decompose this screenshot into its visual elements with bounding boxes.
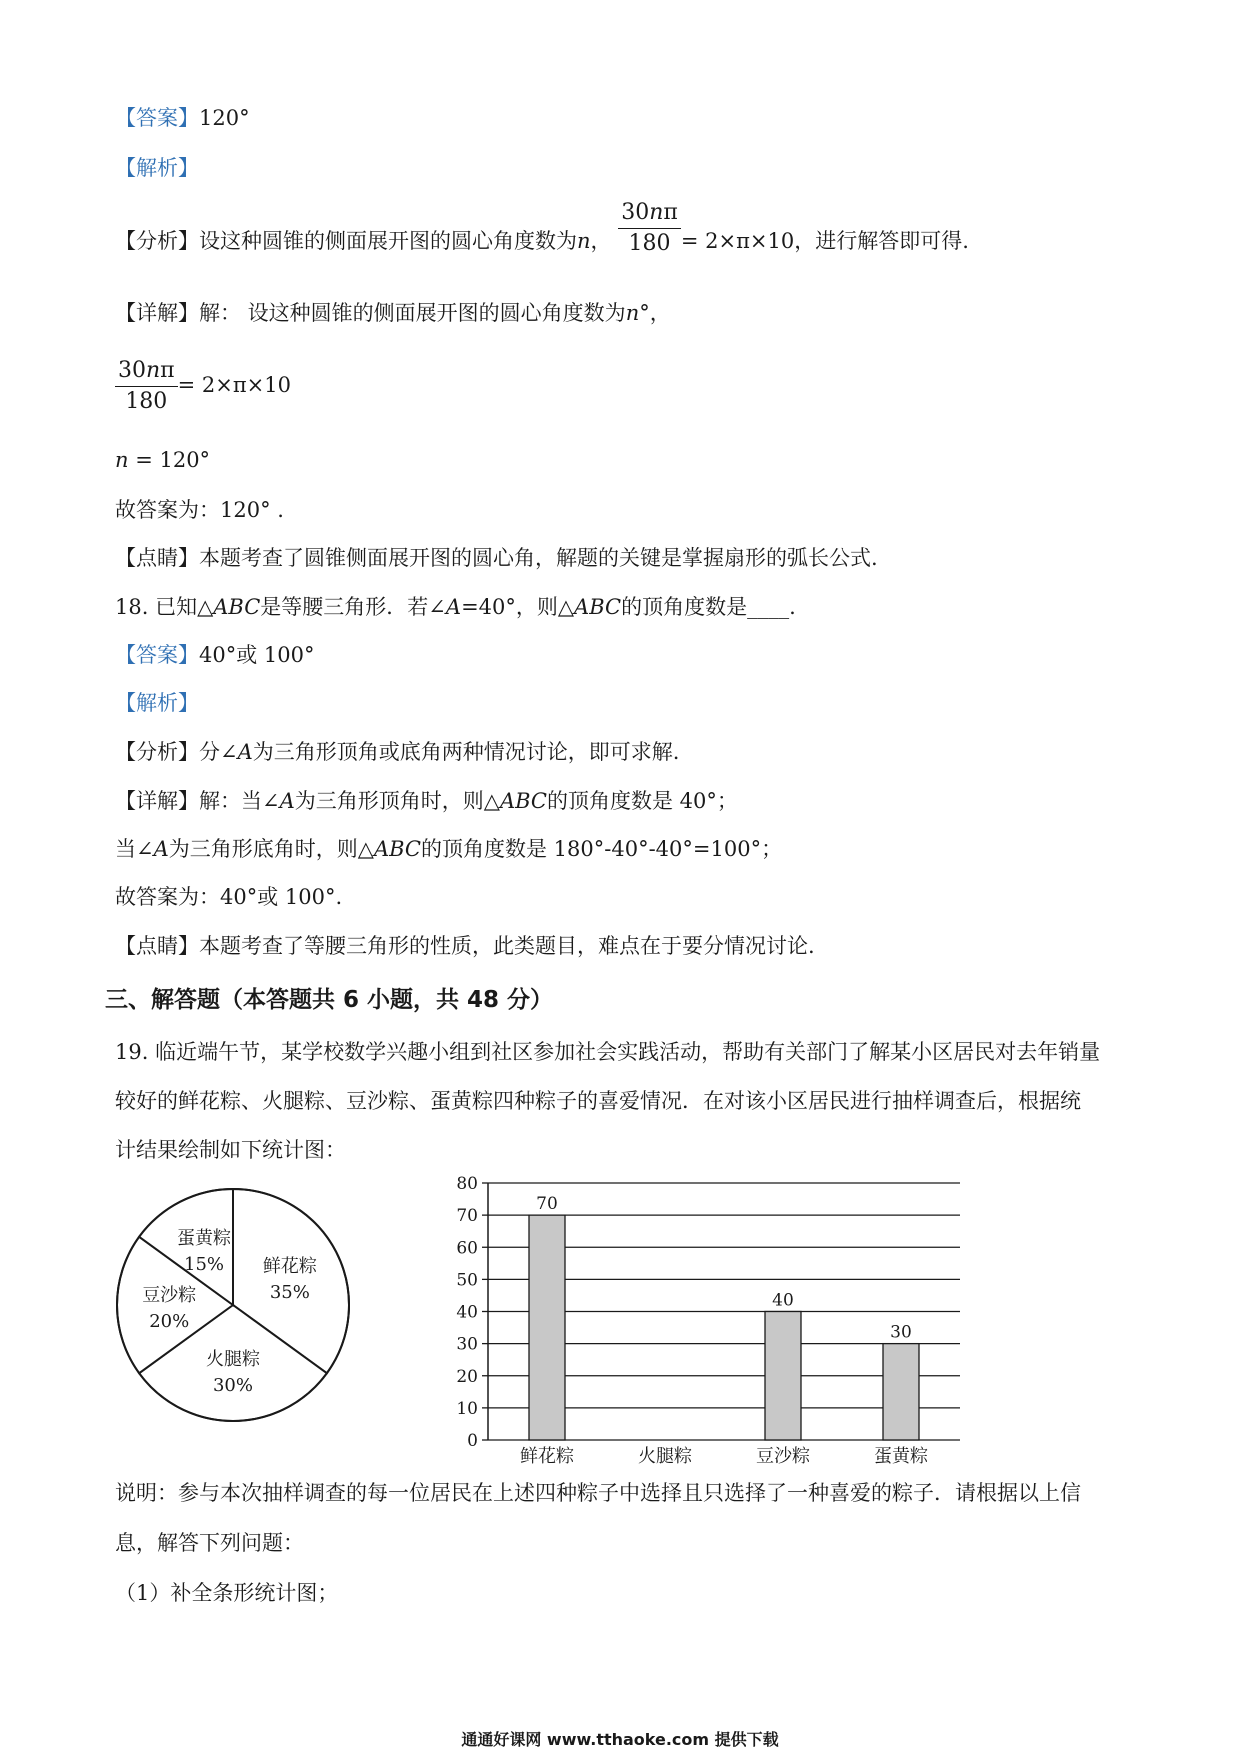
analysis-tag: 【解析】: [115, 156, 199, 180]
q18-xj2-part2: 为三角形底角时，则△: [168, 837, 374, 861]
q18-dianjing-text: 本题考查了等腰三角形的性质，此类题目，难点在于要分情况讨论.: [199, 934, 815, 958]
q17-equation-line: [115, 356, 291, 417]
eq-num-b: π: [160, 358, 175, 383]
eq-num-a: 30: [118, 358, 146, 383]
equation-fraction: [115, 356, 178, 417]
q18-answer-tag: 【答案】: [115, 643, 199, 667]
bar-ytick-label-2: 20: [456, 1366, 478, 1387]
q18-xiangjie-tag: 【详解】: [115, 789, 199, 813]
q18-a-var: A: [445, 595, 462, 619]
fenxi-comma: ，: [590, 229, 612, 253]
bar-data-label-2: 40: [772, 1290, 794, 1311]
pie-label-2: 豆沙粽: [142, 1285, 197, 1306]
fenxi-text: 设这种圆锥的侧面展开图的圆心角度数为: [199, 229, 577, 253]
xiangjie-end: °，: [639, 301, 671, 325]
q18-xj2-part1: 当∠: [115, 837, 154, 861]
q19-line2: 较好的鲜花粽、火腿粽、豆沙粽、蛋黄粽四种粽子的喜爱情况．在对该小区居民进行抽样调查后，根据统: [115, 1089, 1081, 1113]
bar-ytick-label-6: 60: [456, 1238, 478, 1259]
q17-n-value-line: [115, 445, 210, 475]
bar-ytick-label-0: 0: [467, 1431, 478, 1451]
bar-chart: [440, 1165, 970, 1465]
q19-note2: 息，解答下列问题：: [115, 1531, 304, 1555]
bar-category-label-0: 鲜花粽: [520, 1446, 574, 1465]
q18-fenxi-tag: 【分析】: [115, 740, 199, 764]
q18-dianjing-tag: 【点睛】: [115, 934, 199, 958]
q17-answer-line: [115, 103, 250, 133]
bar-2: [765, 1312, 801, 1441]
q19-line1: 19. 临近端午节，某学校数学兴趣小组到社区参加社会实践活动，帮助有关部门了解某小区居民对去年销量: [115, 1040, 1101, 1064]
q17-analysis-tag: [115, 153, 199, 183]
q18-analysis-tag: [115, 688, 199, 718]
bar-ytick-label-8: 80: [456, 1174, 478, 1194]
q18-fenxi-part1: 分∠: [199, 740, 238, 764]
bar-data-label-0: 70: [536, 1194, 558, 1215]
pie-percent-3: 15%: [184, 1254, 225, 1276]
bar-data-label-3: 30: [890, 1322, 912, 1343]
q19-note1: 说明：参与本次抽样调查的每一位居民在上述四种粽子中选择且只选择了一种喜爱的粽子．请根据以上信: [115, 1481, 1081, 1505]
q19-part1: （1）补全条形统计图；: [115, 1581, 339, 1605]
equation-rhs: = 2×π×10: [177, 373, 291, 397]
bar-category-label-2: 豆沙粽: [756, 1446, 810, 1465]
bar-category-label-3: 蛋黄粽: [874, 1446, 928, 1465]
frac-num-b: π: [663, 200, 678, 225]
q18-question-part4: 的顶角度数是____.: [621, 595, 796, 619]
pie-label-0: 鲜花粽: [262, 1256, 317, 1278]
bar-0: [529, 1215, 565, 1440]
pie-percent-0: 35%: [269, 1282, 310, 1304]
q18-fenxi-part2: 为三角形顶角或底角两种情况讨论，即可求解.: [252, 740, 680, 764]
pie-label-1: 火腿粽: [206, 1348, 260, 1370]
pie-label-3: 蛋黄粽: [177, 1228, 232, 1250]
q18-xj2-a: A: [153, 837, 169, 861]
n-value: = 120°: [128, 448, 211, 472]
q18-dianjing-line: [115, 931, 815, 961]
xiangjie-var: n: [625, 301, 640, 325]
frac-num-a: 30: [621, 200, 650, 225]
q18-answer-line: [115, 640, 314, 670]
pie-percent-1: 30%: [212, 1374, 254, 1396]
fenxi-var: n: [577, 229, 591, 253]
bar-ytick-label-5: 50: [456, 1270, 478, 1291]
q18-abc: ABC: [213, 595, 261, 619]
q17-xiangjie-line: [115, 298, 671, 328]
q19-line3: 计结果绘制如下统计图：: [115, 1138, 346, 1162]
q17-result-line: 故答案为：120° .: [115, 498, 284, 522]
n-var: n: [115, 448, 129, 472]
bar-ytick-label-4: 40: [456, 1302, 478, 1323]
fenxi-eq-rhs: = 2×π×10: [680, 229, 795, 253]
fenxi-end: ，进行解答即可得.: [794, 229, 969, 253]
q18-question-line: [115, 592, 796, 622]
q18-question-part3: =40°，则△: [461, 595, 575, 619]
xiangjie-text: 解： 设这种圆锥的侧面展开图的圆心角度数为: [199, 301, 626, 325]
q17-fenxi-line: [115, 200, 969, 259]
dianjing-tag: 【点睛】: [115, 546, 199, 570]
dianjing-text: 本题考查了圆锥侧面展开图的圆心角，解题的关键是掌握扇形的弧长公式.: [199, 546, 878, 570]
section3-title: 三、解答题（本答题共 6 小题，共 48 分）: [105, 987, 554, 1013]
fenxi-tag: 【分析】: [115, 229, 199, 253]
q18-question-part2: 是等腰三角形．若∠: [260, 595, 446, 619]
q18-xj2-part3: 的顶角度数是 180°-40°-40°=100°；: [421, 837, 783, 861]
pie-chart: [100, 1175, 360, 1435]
q18-result-line: 故答案为：40°或 100°.: [115, 885, 343, 909]
q18-fenxi-line: [115, 737, 679, 767]
q18-xj1-part2: 为三角形顶角时，则△: [294, 789, 500, 813]
q18-fenxi-a: A: [237, 740, 253, 764]
footer-text: 通通好课网 www.tthaoke.com 提供下载: [461, 1730, 779, 1749]
pie-percent-2: 20%: [149, 1311, 190, 1332]
bar-category-label-1: 火腿粽: [638, 1446, 692, 1465]
q17-dianjing-line: [115, 543, 878, 573]
q18-xiangjie-line2: [115, 834, 782, 864]
q18-xj1-abc: ABC: [499, 789, 547, 813]
frac-num-var: n: [649, 200, 664, 225]
bar-ytick-label-3: 30: [456, 1334, 478, 1355]
q18-answer-value: 40°或 100°: [199, 643, 315, 667]
q18-xj1-a: A: [279, 789, 295, 813]
q18-analysis-label: 【解析】: [115, 691, 199, 715]
q18-xj2-abc: ABC: [373, 837, 421, 861]
answer-value: 120°: [199, 106, 250, 130]
bar-3: [883, 1344, 919, 1440]
xiangjie-tag: 【详解】: [115, 301, 199, 325]
answer-tag: 【答案】: [115, 106, 199, 130]
bar-ytick-label-1: 10: [456, 1398, 478, 1419]
q18-xj1-part3: 的顶角度数是 40°；: [547, 789, 738, 813]
q18-xj1-part1: 解：当∠: [199, 789, 280, 813]
eq-num-var: n: [146, 358, 161, 383]
frac-den: 180: [628, 231, 671, 256]
q18-xiangjie-line1: [115, 786, 738, 816]
q18-question-part1: 18. 已知△: [115, 595, 214, 619]
fenxi-fraction: [618, 198, 681, 259]
q18-abc-2: ABC: [574, 595, 622, 619]
eq-den: 180: [125, 389, 168, 414]
bar-ytick-label-7: 70: [456, 1206, 478, 1227]
